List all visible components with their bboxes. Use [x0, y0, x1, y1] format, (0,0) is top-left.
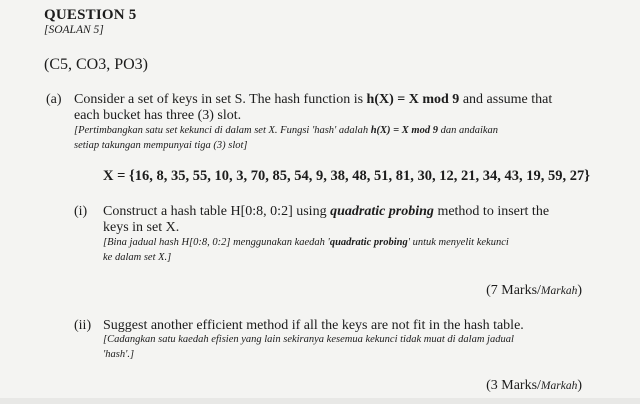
sub-ii-malay-line2: 'hash'.]	[103, 349, 135, 360]
part-a-malay-end: dan andaikan	[437, 125, 499, 136]
sub-ii-marks	[486, 378, 582, 394]
method-name-malay: quadratic probing	[329, 237, 408, 248]
part-a-line1	[74, 92, 552, 108]
hash-function: h(X) = X mod 9	[366, 92, 460, 107]
sub-ii-marks-close: )	[577, 378, 582, 393]
part-a-malay-line2: setiap takungan mempunyai tiga (3) slot]	[74, 140, 248, 151]
sub-ii-marks-text: (3 Marks/	[486, 378, 541, 393]
part-a-malay-text: [Pertimbangkan satu set kekunci di dalam set X. Fungsi 'hash' adalah	[74, 125, 371, 136]
hash-function-malay: h(X) = X mod 9	[370, 125, 438, 136]
sub-i-malay-end: ' untuk menyelit kekunci	[407, 237, 509, 248]
part-a-label: (a)	[46, 92, 62, 107]
question-subtitle: [SOALAN 5]	[44, 24, 104, 36]
sub-i-label: (i)	[74, 204, 88, 219]
question-title: QUESTION 5	[44, 7, 137, 23]
part-a-malay-line1	[74, 125, 498, 136]
sub-i-malay-text: [Bina jadual hash H[0:8, 0:2] menggunakan kaedah '	[103, 237, 330, 248]
sub-ii-malay-line1: [Cadangkan satu kaedah efisien yang lain sekiranya kesemua kekunci tidak muat di dalam jadual	[103, 334, 514, 345]
sub-i-line1	[103, 204, 549, 220]
part-a-line1-text: Consider a set of keys in set S. The hash function is	[74, 92, 367, 107]
sub-ii-marks-malay: Markah	[540, 380, 578, 392]
sub-ii-label: (ii)	[74, 318, 92, 333]
sub-i-line1-text: Construct a hash table H[0:8, 0:2] using	[103, 204, 331, 219]
part-a-line2: each bucket has three (3) slot.	[74, 108, 242, 123]
sub-i-marks-text: (7 Marks/	[486, 283, 541, 298]
page-bottom-edge	[0, 398, 640, 404]
sub-i-line2: keys in set X.	[103, 220, 180, 235]
key-set: X = {16, 8, 35, 55, 10, 3, 70, 85, 54, 9, 38, 48, 51, 81, 30, 12, 21, 34, 43, 19, 59, 27}	[103, 168, 590, 184]
sub-ii-line1: Suggest another efficient method if all the keys are not fit in the hash table.	[103, 318, 524, 333]
sub-i-marks-close: )	[577, 283, 582, 298]
sub-i-marks-malay: Markah	[540, 285, 578, 297]
sub-i-malay-line2: ke dalam set X.]	[103, 252, 172, 263]
sub-i-marks	[486, 283, 582, 299]
method-name: quadratic probing	[330, 204, 434, 219]
part-a-line1-end: and assume that	[459, 92, 553, 107]
sub-i-line1-end: method to insert the	[433, 204, 550, 219]
course-outcomes: (C5, CO3, PO3)	[44, 56, 149, 73]
sub-i-malay-line1	[103, 237, 509, 248]
